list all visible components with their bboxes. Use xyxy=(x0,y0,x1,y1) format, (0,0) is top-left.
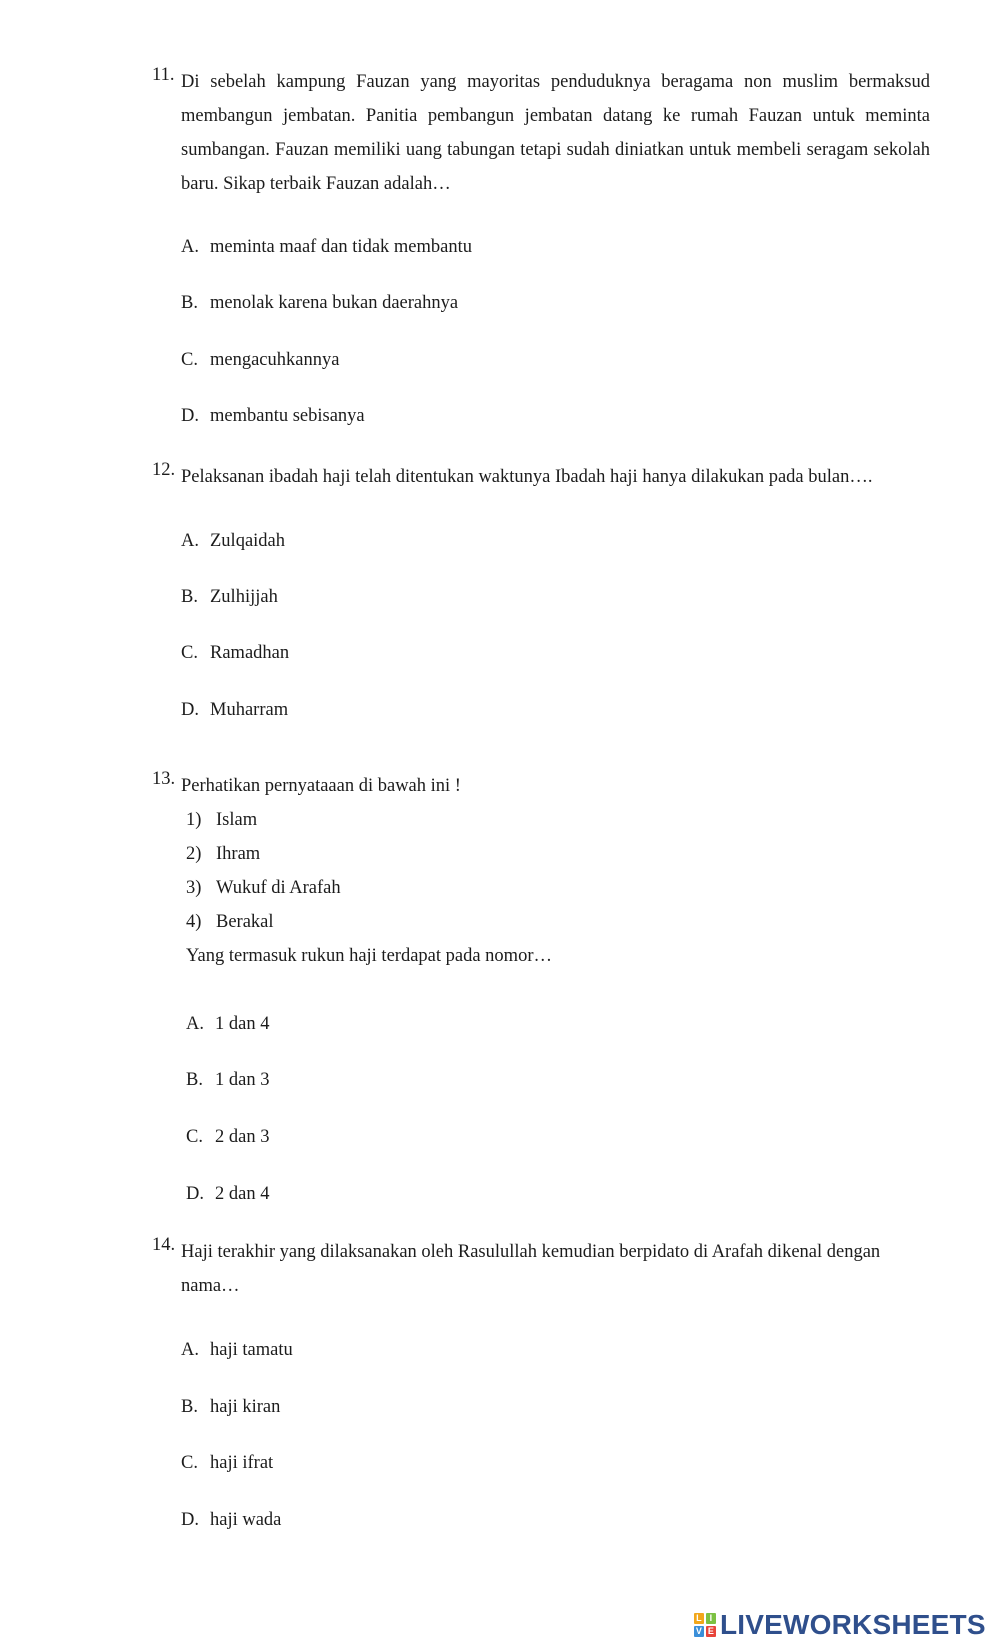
question-11 xyxy=(152,65,930,201)
statement-number: 2) xyxy=(186,844,202,864)
option-letter: B. xyxy=(181,587,198,607)
option-letter: B. xyxy=(186,1070,203,1090)
option-text: Zulhijjah xyxy=(210,587,278,607)
option-11-b[interactable] xyxy=(181,293,458,314)
option-text: Muharram xyxy=(210,700,289,720)
option-text: haji kiran xyxy=(210,1397,281,1417)
option-text: Zulqaidah xyxy=(210,531,286,551)
option-letter: B. xyxy=(181,293,198,313)
statement-3 xyxy=(186,878,341,899)
question-14 xyxy=(152,1235,930,1303)
option-letter: D. xyxy=(181,700,199,720)
question-prompt: Yang termasuk rukun haji terdapat pada nomor… xyxy=(186,946,552,966)
liveworksheets-logo xyxy=(694,1608,986,1642)
option-letter: C. xyxy=(181,350,198,370)
logo-mark-letter: L xyxy=(694,1613,704,1624)
option-letter: A. xyxy=(181,531,199,551)
logo-mark-letter: V xyxy=(695,1626,703,1636)
option-letter: A. xyxy=(181,237,199,257)
statement-text: Wukuf di Arafah xyxy=(216,878,341,898)
option-13-b[interactable] xyxy=(186,1070,269,1091)
option-12-c[interactable] xyxy=(181,643,289,664)
option-13-d[interactable] xyxy=(186,1184,269,1205)
option-14-d[interactable] xyxy=(181,1510,281,1531)
option-letter: A. xyxy=(181,1340,199,1360)
question-number: 12. xyxy=(152,460,176,480)
question-13 xyxy=(152,769,930,803)
option-letter: B. xyxy=(181,1397,198,1417)
statement-text: Islam xyxy=(216,810,258,830)
option-text: haji wada xyxy=(210,1510,282,1530)
option-13-a[interactable] xyxy=(186,1014,269,1035)
statement-number: 1) xyxy=(186,810,202,830)
option-text: membantu sebisanya xyxy=(210,406,365,426)
option-11-c[interactable] xyxy=(181,350,339,371)
option-text: menolak karena bukan daerahnya xyxy=(210,293,459,313)
option-letter: D. xyxy=(181,1510,199,1530)
statement-number: 4) xyxy=(186,912,202,932)
option-text: mengacuhkannya xyxy=(210,350,340,370)
question-text: Haji terakhir yang dilaksanakan oleh Rasulullah kemudian berpidato di Arafah dikenal dengan nama… xyxy=(181,1242,881,1296)
option-14-b[interactable] xyxy=(181,1397,280,1418)
logo-text: LIVEWORKSHEETS xyxy=(720,1609,986,1640)
option-12-a[interactable] xyxy=(181,531,285,552)
option-letter: D. xyxy=(181,406,199,426)
question-12 xyxy=(152,460,930,494)
question-number: 14. xyxy=(152,1235,176,1255)
option-letter: C. xyxy=(181,1453,198,1473)
option-text: Ramadhan xyxy=(210,643,290,663)
question-text: Perhatikan pernyataaan di bawah ini ! xyxy=(181,776,461,796)
option-letter: C. xyxy=(186,1127,203,1147)
option-text: 1 dan 4 xyxy=(215,1014,270,1034)
logo-mark-letter: E xyxy=(707,1626,715,1636)
option-text: haji tamatu xyxy=(210,1340,293,1360)
question-text: Di sebelah kampung Fauzan yang mayoritas penduduknya beragama non muslim bermaksud membangun jembatan. Panitia pembangun jembatan datang ke rumah Fauzan untuk meminta sumbangan. Fauzan memiliki uang tabungan tetapi sudah diniatkan untuk membeli seragam sekolah baru. Sikap terbaik Fauzan adalah… xyxy=(181,72,930,194)
option-13-c[interactable] xyxy=(186,1127,269,1148)
question-number: 13. xyxy=(152,769,176,789)
logo-mark-icon xyxy=(694,1613,716,1637)
statement-text: Ihram xyxy=(216,844,261,864)
option-11-d[interactable] xyxy=(181,406,365,427)
option-text: haji ifrat xyxy=(210,1453,274,1473)
option-14-c[interactable] xyxy=(181,1453,273,1474)
option-text: 1 dan 3 xyxy=(215,1070,270,1090)
option-text: 2 dan 4 xyxy=(215,1184,270,1204)
statement-number: 3) xyxy=(186,878,202,898)
option-14-a[interactable] xyxy=(181,1340,293,1361)
question-text: Pelaksanan ibadah haji telah ditentukan waktunya Ibadah haji hanya dilakukan pada bulan…. xyxy=(181,467,873,487)
option-12-d[interactable] xyxy=(181,700,288,721)
logo-mark-letter: I xyxy=(706,1613,716,1624)
question-number: 11. xyxy=(152,65,175,85)
option-letter: C. xyxy=(181,643,198,663)
statement-text: Berakal xyxy=(216,912,274,932)
option-text: meminta maaf dan tidak membantu xyxy=(210,237,472,257)
option-letter: D. xyxy=(186,1184,204,1204)
statement-1 xyxy=(186,810,257,831)
option-11-a[interactable] xyxy=(181,237,472,258)
option-12-b[interactable] xyxy=(181,587,278,608)
option-text: 2 dan 3 xyxy=(215,1127,270,1147)
option-letter: A. xyxy=(186,1014,204,1034)
statement-2 xyxy=(186,844,260,865)
statement-4 xyxy=(186,912,274,933)
